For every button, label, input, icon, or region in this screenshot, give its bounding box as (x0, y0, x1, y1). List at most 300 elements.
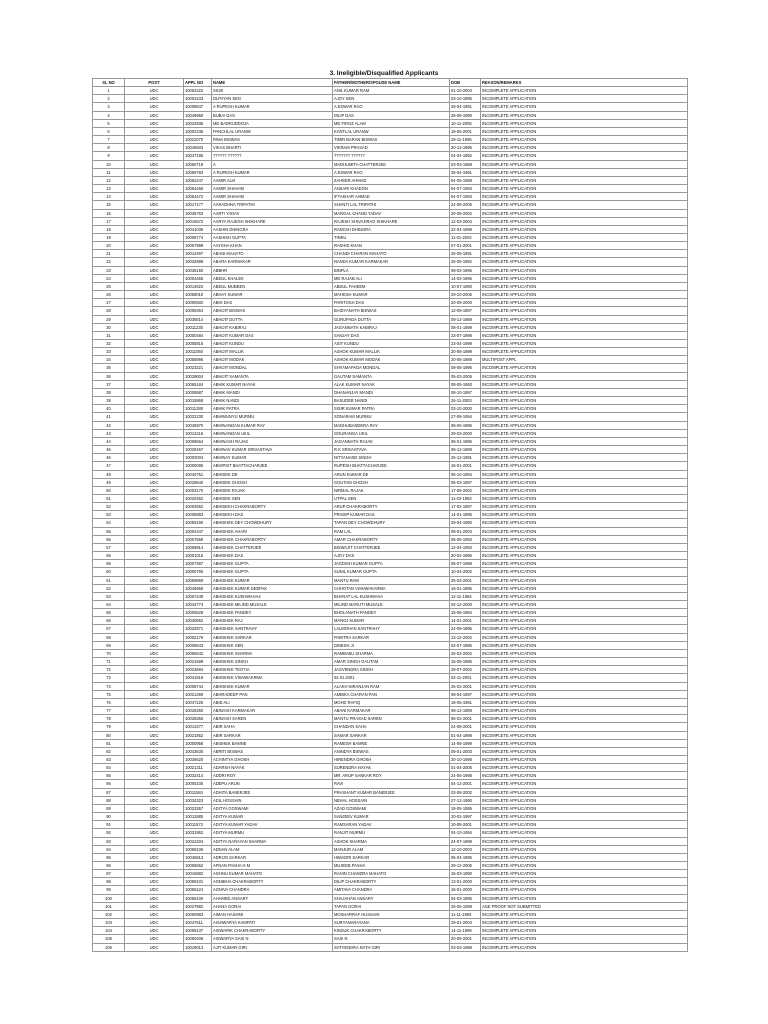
cell-reason: INCOMPLETE APPLICATION (481, 315, 688, 323)
cell-reason: INCOMPLETE APPLICATION (481, 935, 688, 943)
cell-parent-name: NIRMAL RAJAK (333, 486, 450, 494)
cell-sl-no: 9 (93, 152, 125, 160)
cell-sl-no: 11 (93, 168, 125, 176)
cell-sl-no: 27 (93, 299, 125, 307)
cell-post: UDC (125, 796, 184, 804)
cell-name: ABHISHEK MILIND MUSALE (212, 601, 333, 609)
cell-post: UDC (125, 405, 184, 413)
cell-parent-name: BAIDYANATH BISWAS (333, 307, 450, 315)
cell-post: UDC (125, 380, 184, 388)
cell-post: UDC (125, 919, 184, 927)
cell-name: ABHINANDAN KUMAR RAY (212, 421, 333, 429)
cell-name: DLPAYAN SEN (212, 95, 333, 103)
cell-reason: INCOMPLETE APPLICATION (481, 739, 688, 747)
cell-appl-no: 10011572 (184, 821, 212, 829)
cell-name: ABHRADEEP PAN (212, 690, 333, 698)
cell-parent-name: R K SRIVASTAVA (333, 446, 450, 454)
cell-name: ABHISHEK SEN (212, 641, 333, 649)
cell-name: ABHIJIT MODAK (212, 356, 333, 364)
cell-dob: 08-05-1993 (450, 380, 481, 388)
cell-parent-name: PRADIP KUMAR DAS (333, 511, 450, 519)
cell-appl-no: 10022070 (184, 136, 212, 144)
cell-parent-name: A ESWAR RAO (333, 103, 450, 111)
cell-reason: INCOMPLETE APPLICATION (481, 446, 688, 454)
cell-post: UDC (125, 446, 184, 454)
cell-reason: MULTIPOST APPL (481, 356, 688, 364)
cell-dob: 06-10-1994 (450, 470, 481, 478)
cell-sl-no: 90 (93, 813, 125, 821)
cell-post: UDC (125, 356, 184, 364)
cell-appl-no: 10046958 (184, 584, 212, 592)
cell-post: UDC (125, 625, 184, 633)
table-row (93, 388, 688, 396)
cell-appl-no: 10055896 (184, 356, 212, 364)
cell-sl-no: 41 (93, 413, 125, 421)
cell-appl-no: 10059869 (184, 576, 212, 584)
cell-reason: INCOMPLETE APPLICATION (481, 478, 688, 486)
cell-sl-no: 96 (93, 862, 125, 870)
cell-sl-no: 40 (93, 405, 125, 413)
cell-appl-no: 10002345 (184, 127, 212, 135)
cell-reason: INCOMPLETE APPLICATION (481, 323, 688, 331)
cell-sl-no: 78 (93, 715, 125, 723)
cell-dob: 16-01-2000 (450, 886, 481, 894)
cell-dob: 03-03-1988 (450, 160, 481, 168)
table-row (93, 103, 688, 111)
cell-parent-name: TAPAN GORAI (333, 902, 450, 910)
cell-name: ABBHR (212, 266, 333, 274)
cell-dob: 22-04-1999 (450, 225, 481, 233)
cell-name: ABHIK NANDI (212, 397, 333, 405)
cell-name: ABHIJIT MONDAL (212, 364, 333, 372)
cell-sl-no: 15 (93, 201, 125, 209)
cell-post: UDC (125, 584, 184, 592)
table-header-row (93, 79, 688, 87)
cell-parent-name: SASI N (333, 935, 450, 943)
cell-appl-no: 10000484 (184, 331, 212, 339)
cell-name: ADNAN ALAM (212, 845, 333, 853)
cell-dob: 04-10-1994 (450, 829, 481, 837)
cell-dob: 23-04-1999 (450, 340, 481, 348)
cell-parent-name: IFTAKHAR AHMAD (333, 193, 450, 201)
cell-appl-no: 10042774 (184, 601, 212, 609)
cell-post: UDC (125, 372, 184, 380)
table-row (93, 307, 688, 315)
cell-post: UDC (125, 340, 184, 348)
cell-appl-no: 10049960 (184, 111, 212, 119)
cell-parent-name: AJOY SEN (333, 95, 450, 103)
cell-parent-name: MADHUBANDERA RAY (333, 421, 450, 429)
cell-dob: 08-01-1999 (450, 323, 481, 331)
cell-parent-name: RAMESH BAMNE (333, 739, 450, 747)
cell-name: ABHAY KUMAR (212, 291, 333, 299)
cell-appl-no: 10005883 (184, 511, 212, 519)
cell-appl-no: 10008364 (184, 307, 212, 315)
cell-parent-name: RANJIT MURMU (333, 829, 450, 837)
cell-post: UDC (125, 111, 184, 119)
cell-parent-name: 02.01.2001 (333, 674, 450, 682)
table-row (93, 747, 688, 755)
table-row (93, 707, 688, 715)
cell-name: ACHINTYA GHOSH (212, 755, 333, 763)
cell-parent-name: SURENDRA NAYAK (333, 764, 450, 772)
cell-post: UDC (125, 291, 184, 299)
cell-reason: INCOMPLETE APPLICATION (481, 788, 688, 796)
cell-dob: 04-07-1993 (450, 193, 481, 201)
cell-appl-no: 10002176 (184, 633, 212, 641)
cell-parent-name: NITYANAND SINGH (333, 454, 450, 462)
cell-post: UDC (125, 870, 184, 878)
cell-dob: 15-08-1994 (450, 609, 481, 617)
cell-parent-name: ARUN KUMAR DE (333, 470, 450, 478)
cell-parent-name: SAMAR SARKAR (333, 731, 450, 739)
cell-dob: 28-08-1990 (450, 111, 481, 119)
cell-post: UDC (125, 739, 184, 747)
cell-parent-name: HIRENDRA GHOSH (333, 755, 450, 763)
cell-reason: INCOMPLETE APPLICATION (481, 127, 688, 135)
cell-appl-no: 10000766 (184, 568, 212, 576)
cell-parent-name: MR. ARUP SANKAR ROY (333, 772, 450, 780)
cell-reason: INCOMPLETE APPLICATION (481, 568, 688, 576)
cell-dob: 20-12-1995 (450, 144, 481, 152)
header-dob: DOB (450, 79, 481, 87)
cell-post: UDC (125, 136, 184, 144)
cell-post: UDC (125, 935, 184, 943)
cell-name: ABHISEK SEN (212, 494, 333, 502)
table-row (93, 217, 688, 225)
cell-name: AARADHNA TRIPATHI (212, 201, 333, 209)
cell-post: UDC (125, 878, 184, 886)
cell-name: AASHIN DHINGRA (212, 225, 333, 233)
cell-dob: 24-08-2001 (450, 723, 481, 731)
cell-name: ADEPU ARUN (212, 780, 333, 788)
cell-post: UDC (125, 413, 184, 421)
cell-reason: INCOMPLETE APPLICATION (481, 87, 688, 95)
cell-reason: INCOMPLETE APPLICATION (481, 584, 688, 592)
cell-name: ADITYA NARAYAN SHARMA (212, 837, 333, 845)
cell-appl-no: 10036150 (184, 266, 212, 274)
cell-dob: 05-03-1997 (450, 478, 481, 486)
cell-name: MD BADRUDDOJA (212, 119, 333, 127)
cell-reason: INCOMPLETE APPLICATION (481, 95, 688, 103)
cell-name: ABHIJIT KABIRAJ (212, 323, 333, 331)
cell-sl-no: 34 (93, 356, 125, 364)
table-row (93, 372, 688, 380)
cell-dob: 04-05-1998 (450, 176, 481, 184)
table-row (93, 853, 688, 861)
cell-post: UDC (125, 723, 184, 731)
cell-post: UDC (125, 307, 184, 315)
cell-post: UDC (125, 837, 184, 845)
cell-name: ADARSH NAYAK (212, 764, 333, 772)
table-row (93, 804, 688, 812)
cell-name: AIMAN HASHMI (212, 910, 333, 918)
cell-dob: 24-09-1996 (450, 625, 481, 633)
table-row (93, 503, 688, 511)
cell-appl-no: 10056100 (184, 894, 212, 902)
table-row (93, 397, 688, 405)
header-sl-no: SL NO (93, 79, 125, 87)
cell-reason: INCOMPLETE APPLICATION (481, 666, 688, 674)
cell-reason: INCOMPLETE APPLICATION (481, 894, 688, 902)
table-row (93, 111, 688, 119)
cell-sl-no: 56 (93, 535, 125, 543)
table-row (93, 356, 688, 364)
cell-appl-no: 10041818 (184, 674, 212, 682)
cell-parent-name: JAGANNATH RAJAK (333, 437, 450, 445)
cell-appl-no: 10036814 (184, 315, 212, 323)
cell-reason: INCOMPLETE APPLICATION (481, 519, 688, 527)
cell-post: UDC (125, 144, 184, 152)
cell-sl-no: 18 (93, 225, 125, 233)
cell-reason: INCOMPLETE APPLICATION (481, 633, 688, 641)
cell-parent-name: DILIP DAS (333, 111, 450, 119)
cell-reason: INCOMPLETE APPLICATION (481, 103, 688, 111)
cell-appl-no: 10016882 (184, 870, 212, 878)
cell-name: ABHISEKH DAS (212, 511, 333, 519)
cell-name: ABARA KARMAKAR (212, 258, 333, 266)
table-row (93, 902, 688, 910)
cell-post: UDC (125, 715, 184, 723)
cell-post: UDC (125, 894, 184, 902)
cell-name: ABHISHEK PANDEY (212, 609, 333, 617)
cell-dob: 25-03-2001 (450, 576, 481, 584)
cell-sl-no: 85 (93, 772, 125, 780)
cell-sl-no: 33 (93, 348, 125, 356)
cell-parent-name: SONARAM MURMU (333, 413, 450, 421)
cell-name: AARTI YADAV (212, 209, 333, 217)
cell-name: AAMIR ALVI (212, 176, 333, 184)
table-row (93, 486, 688, 494)
table-row (93, 935, 688, 943)
cell-dob: 14-01-1995 (450, 511, 481, 519)
cell-sl-no: 94 (93, 845, 125, 853)
cell-post: UDC (125, 201, 184, 209)
cell-name: ABHISHEK CHATTERJEE (212, 543, 333, 551)
cell-parent-name: RUPESH BHATTACHARJEE (333, 462, 450, 470)
table-row (93, 405, 688, 413)
cell-sl-no: 69 (93, 641, 125, 649)
header-appl-no: APPL NO (184, 79, 212, 87)
cell-sl-no: 72 (93, 666, 125, 674)
cell-sl-no: 38 (93, 388, 125, 396)
table-row (93, 584, 688, 592)
table-row (93, 821, 688, 829)
cell-post: UDC (125, 829, 184, 837)
cell-dob: 04-03-1995 (450, 894, 481, 902)
cell-name: ABHIJIT MALLIK (212, 348, 333, 356)
cell-appl-no: 10027882 (184, 902, 212, 910)
cell-dob: 02-11-2001 (450, 674, 481, 682)
cell-dob: 17-02-1987 (450, 503, 481, 511)
cell-name: AARYA RAJESH SHIKHARE (212, 217, 333, 225)
cell-reason: INCOMPLETE APPLICATION (481, 878, 688, 886)
cell-sl-no: 37 (93, 380, 125, 388)
cell-post: UDC (125, 845, 184, 853)
cell-sl-no: 31 (93, 331, 125, 339)
cell-post: UDC (125, 421, 184, 429)
cell-reason: INCOMPLETE APPLICATION (481, 242, 688, 250)
cell-reason: INCOMPLETE APPLICATION (481, 160, 688, 168)
cell-parent-name: RAMBABU SHARMA (333, 649, 450, 657)
cell-parent-name: GURUPADA DUTTA (333, 315, 450, 323)
cell-sl-no: 57 (93, 543, 125, 551)
table-row (93, 690, 688, 698)
cell-sl-no: 20 (93, 242, 125, 250)
cell-parent-name: MANGAL CHAND YADAV (333, 209, 450, 217)
cell-reason: INCOMPLETE APPLICATION (481, 796, 688, 804)
cell-appl-no: 10000983 (184, 910, 212, 918)
cell-dob: 09-08-1995 (450, 364, 481, 372)
table-row (93, 886, 688, 894)
cell-post: UDC (125, 364, 184, 372)
cell-name: AAMIR SHAHAB (212, 193, 333, 201)
cell-dob: 20-02-1996 (450, 552, 481, 560)
cell-name: AISWARYA SASI N (212, 935, 333, 943)
cell-sl-no: 19 (93, 233, 125, 241)
cell-dob: 27-08-1994 (450, 413, 481, 421)
cell-parent-name: GAUTAM SAMANTA (333, 372, 450, 380)
cell-reason: INCOMPLETE APPLICATION (481, 144, 688, 152)
cell-dob: 08-12-1989 (450, 446, 481, 454)
cell-appl-no: 10022230 (184, 413, 212, 421)
cell-dob: 03-03-1998 (450, 943, 481, 951)
cell-reason: INCOMPLETE APPLICATION (481, 707, 688, 715)
cell-parent-name: SHANTI LAL TRIPATHI (333, 201, 450, 209)
cell-dob: 26-11-2003 (450, 397, 481, 405)
cell-reason: INCOMPLETE APPLICATION (481, 943, 688, 951)
cell-dob: 25-12-1991 (450, 454, 481, 462)
cell-sl-no: 81 (93, 739, 125, 747)
table-row (93, 193, 688, 201)
cell-parent-name: MOSHARRAF HUSSAIN (333, 910, 450, 918)
cell-sl-no: 47 (93, 462, 125, 470)
cell-dob: 19-06-2001 (450, 127, 481, 135)
table-row (93, 943, 688, 951)
cell-post: UDC (125, 560, 184, 568)
cell-sl-no: 42 (93, 421, 125, 429)
cell-sl-no: 7 (93, 136, 125, 144)
cell-sl-no: 12 (93, 176, 125, 184)
cell-reason: INCOMPLETE APPLICATION (481, 780, 688, 788)
table-row (93, 95, 688, 103)
cell-reason: INCOMPLETE APPLICATION (481, 454, 688, 462)
cell-post: UDC (125, 176, 184, 184)
cell-dob: 08-02-1996 (450, 266, 481, 274)
cell-reason: INCOMPLETE APPLICATION (481, 274, 688, 282)
table-row (93, 788, 688, 796)
header-reason: REASON/REMARKS (481, 79, 688, 87)
cell-post: UDC (125, 764, 184, 772)
cell-parent-name: TIMIR BARAN BISWAS (333, 136, 450, 144)
cell-appl-no: 10028467 (184, 446, 212, 454)
cell-appl-no: 10003004 (184, 454, 212, 462)
cell-reason: INCOMPLETE APPLICATION (481, 225, 688, 233)
cell-parent-name: AMITAVA CHANDRA (333, 886, 450, 894)
cell-sl-no: 67 (93, 625, 125, 633)
cell-parent-name: PRASHANT KUMAR BANERJEE (333, 788, 450, 796)
cell-post: UDC (125, 698, 184, 706)
cell-sl-no: 16 (93, 209, 125, 217)
cell-name: ADDRI ROY (212, 772, 333, 780)
cell-name: ABHISHEK SARKAR (212, 633, 333, 641)
cell-reason: INCOMPLETE APPLICATION (481, 731, 688, 739)
cell-name: AAMIR SHAHAB (212, 185, 333, 193)
cell-dob: 12-03-2004 (450, 217, 481, 225)
cell-parent-name: CHANDI CHARAN MAHATO (333, 250, 450, 258)
cell-name: ABDUL MUBEEN (212, 282, 333, 290)
cell-dob: 03-08-2002 (450, 788, 481, 796)
cell-post: UDC (125, 470, 184, 478)
cell-sl-no: 48 (93, 470, 125, 478)
cell-appl-no: 10029640 (184, 478, 212, 486)
cell-appl-no: 10022835 (184, 119, 212, 127)
cell-sl-no: 39 (93, 397, 125, 405)
cell-post: UDC (125, 690, 184, 698)
cell-post: UDC (125, 152, 184, 160)
cell-reason: INCOMPLETE APPLICATION (481, 421, 688, 429)
cell-sl-no: 21 (93, 250, 125, 258)
cell-post: UDC (125, 813, 184, 821)
cell-post: UDC (125, 552, 184, 560)
cell-reason: INCOMPLETE APPLICATION (481, 380, 688, 388)
table-row (93, 421, 688, 429)
cell-post: UDC (125, 902, 184, 910)
cell-reason: INCOMPLETE APPLICATION (481, 845, 688, 853)
cell-dob: 04-12-2001 (450, 780, 481, 788)
cell-dob: 28-04-1991 (450, 103, 481, 111)
cell-name: PANCHLAL URANW (212, 127, 333, 135)
cell-dob: 29-10-2005 (450, 291, 481, 299)
table-row (93, 87, 688, 95)
cell-reason: INCOMPLETE APPLICATION (481, 470, 688, 478)
cell-appl-no: 10012416 (184, 429, 212, 437)
cell-name: ?????? ?????? (212, 152, 333, 160)
cell-sl-no: 26 (93, 291, 125, 299)
cell-dob: 12-09-1987 (450, 307, 481, 315)
cell-reason: INCOMPLETE APPLICATION (481, 592, 688, 600)
cell-dob: 11-01-2002 (450, 233, 481, 241)
cell-parent-name: PARITOSH DAS (333, 299, 450, 307)
cell-appl-no: 10021369 (184, 690, 212, 698)
cell-appl-no: 10000932 (184, 299, 212, 307)
cell-reason: INCOMPLETE APPLICATION (481, 527, 688, 535)
table-row (93, 185, 688, 193)
cell-appl-no: 10058010 (184, 291, 212, 299)
cell-sl-no: 87 (93, 788, 125, 796)
cell-appl-no: 10011050 (184, 348, 212, 356)
cell-parent-name: ABDUL FAHEEM (333, 282, 450, 290)
cell-reason: INCOMPLETE APPLICATION (481, 185, 688, 193)
cell-sl-no: 101 (93, 902, 125, 910)
cell-sl-no: 60 (93, 568, 125, 576)
cell-reason: INCOMPLETE APPLICATION (481, 772, 688, 780)
cell-name: ABHISEK DE (212, 470, 333, 478)
cell-name: ABHISEKH CHAKRABORTY (212, 503, 333, 511)
cell-parent-name: MANOJ KUMAR (333, 617, 450, 625)
cell-appl-no: 10054472 (184, 193, 212, 201)
cell-sl-no: 91 (93, 821, 125, 829)
cell-dob: 11-11-1993 (450, 910, 481, 918)
table-row (93, 543, 688, 551)
table-row (93, 291, 688, 299)
cell-dob: 05-05-1993 (450, 535, 481, 543)
cell-sl-no: 66 (93, 617, 125, 625)
cell-reason: INCOMPLETE APPLICATION (481, 250, 688, 258)
table-row (93, 209, 688, 217)
cell-name: ABHISHEK KUMAR DEEPAK (212, 584, 333, 592)
cell-sl-no: 35 (93, 364, 125, 372)
